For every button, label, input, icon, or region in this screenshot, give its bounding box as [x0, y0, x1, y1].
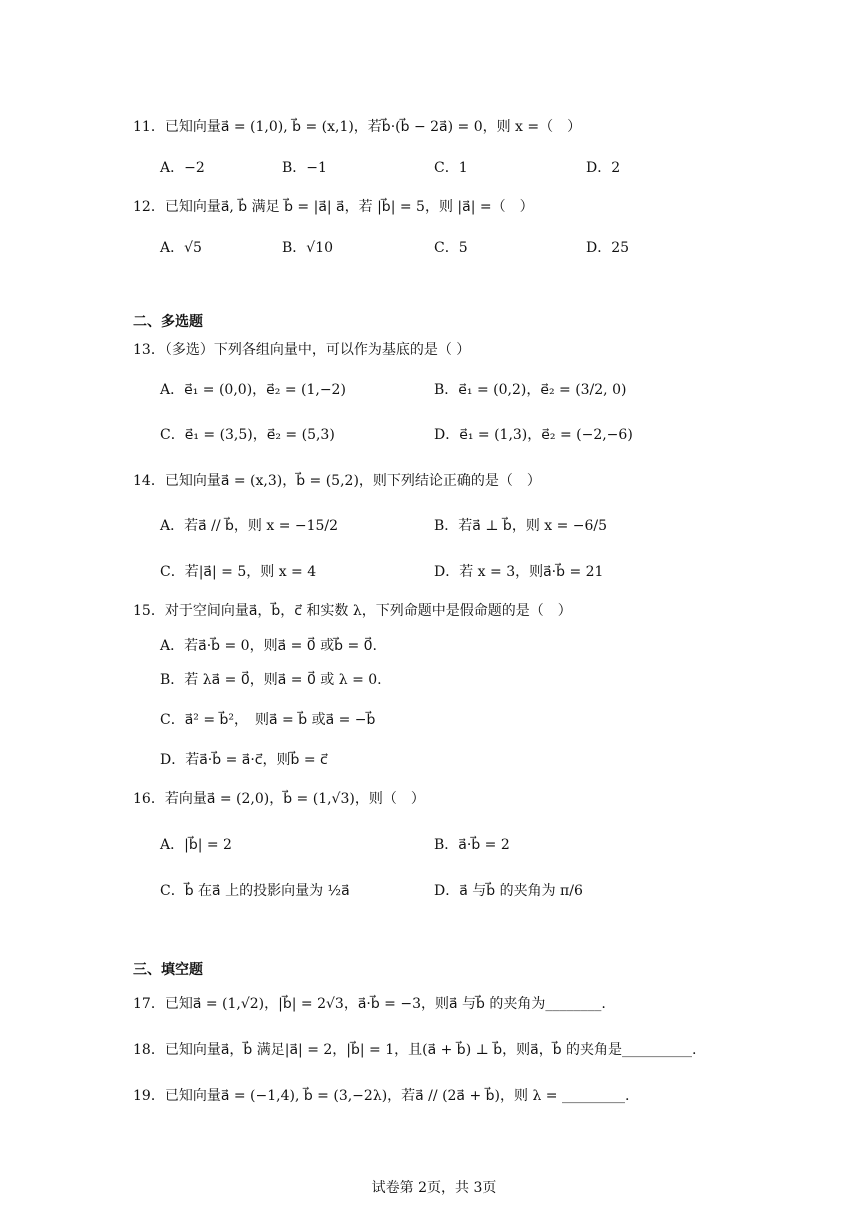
- question-15-stem: 15．对于空间向量a⃗，b⃗，c⃗ 和实数 λ，下列命题中是假命题的是（ ）: [133, 603, 572, 619]
- q13-option-d: D．e⃗₁ = (1,3)，e⃗₂ = (−2,−6): [434, 427, 633, 443]
- question-17-stem: 17．已知a⃗ = (1,√2)，|b⃗| = 2√3，a⃗·b⃗ = −3，则a⃗ 与b⃗ 的夹角为________.: [133, 996, 606, 1012]
- q13-option-b: B．e⃗₁ = (0,2)，e⃗₂ = (3/2, 0): [434, 382, 627, 398]
- question-14-stem: 14．已知向量a⃗ = (x,3)，b⃗ = (5,2)，则下列结论正确的是（ ）: [133, 473, 541, 489]
- q14-option-a: A．若a⃗ // b⃗，则 x = −15/2: [160, 518, 339, 534]
- q12-option-a: A．√5: [160, 240, 202, 256]
- q15-option-d: D．若a⃗·b⃗ = a⃗·c⃗，则b⃗ = c⃗: [160, 752, 328, 768]
- q15-option-a: A．若a⃗·b⃗ = 0，则a⃗ = 0⃗ 或b⃗ = 0⃗.: [160, 638, 378, 654]
- question-18-stem: 18．已知向量a⃗，b⃗ 满足|a⃗| = 2，|b⃗| = 1，且(a⃗ + b⃗) ⊥ b⃗，则a⃗，b⃗ 的夹角是__________.: [133, 1042, 697, 1058]
- q15-option-c: C．a⃗² = b⃗²， 则a⃗ = b⃗ 或a⃗ = −b⃗: [160, 712, 376, 728]
- q11-option-b: B．−1: [282, 160, 327, 176]
- question-12-stem: 12．已知向量a⃗, b⃗ 满足 b⃗ = |a⃗| a⃗，若 |b⃗| = 5，则 |a⃗| =（ ）: [133, 199, 534, 215]
- q15-option-b: B．若 λa⃗ = 0⃗，则a⃗ = 0⃗ 或 λ = 0.: [160, 672, 382, 688]
- q14-option-c: C．若|a⃗| = 5，则 x = 4: [160, 564, 317, 580]
- question-13-stem: 13．（多选）下列各组向量中，可以作为基底的是（ ）: [133, 342, 471, 358]
- q13-option-a: A．e⃗₁ = (0,0)，e⃗₂ = (1,−2): [160, 382, 346, 398]
- section-title-fill-in: 三、填空题: [133, 962, 203, 978]
- question-19-stem: 19．已知向量a⃗ = (−1,4), b⃗ = (3,−2λ)，若a⃗ // (2a⃗ + b⃗)，则 λ = _________.: [133, 1088, 630, 1104]
- q16-option-a: A．|b⃗| = 2: [160, 837, 232, 853]
- q14-option-d: D．若 x = 3，则a⃗·b⃗ = 21: [434, 564, 604, 580]
- q13-option-c: C．e⃗₁ = (3,5)，e⃗₂ = (5,3): [160, 427, 335, 443]
- q16-option-c: C．b⃗ 在a⃗ 上的投影向量为 ½a⃗: [160, 883, 350, 899]
- q11-option-a: A．−2: [160, 160, 205, 176]
- q11-option-c: C．1: [434, 160, 468, 176]
- q12-option-c: C．5: [434, 240, 468, 256]
- q16-option-b: B．a⃗·b⃗ = 2: [434, 837, 510, 853]
- question-16-stem: 16．若向量a⃗ = (2,0)，b⃗ = (1,√3)，则（ ）: [133, 791, 425, 807]
- q16-option-d: D．a⃗ 与b⃗ 的夹角为 π/6: [434, 883, 583, 899]
- q12-option-b: B．√10: [282, 240, 334, 256]
- page-footer: 试卷第 2页，共 3页: [371, 1180, 497, 1196]
- q11-option-d: D．2: [586, 160, 621, 176]
- q12-option-d: D．25: [586, 240, 630, 256]
- question-11-stem: 11．已知向量a⃗ = (1,0), b⃗ = (x,1)，若b⃗·(b⃗ − 2a⃗) = 0，则 x =（ ）: [133, 119, 582, 135]
- section-title-multiple-choice: 二、多选题: [133, 314, 203, 330]
- q14-option-b: B．若a⃗ ⊥ b⃗，则 x = −6/5: [434, 518, 608, 534]
